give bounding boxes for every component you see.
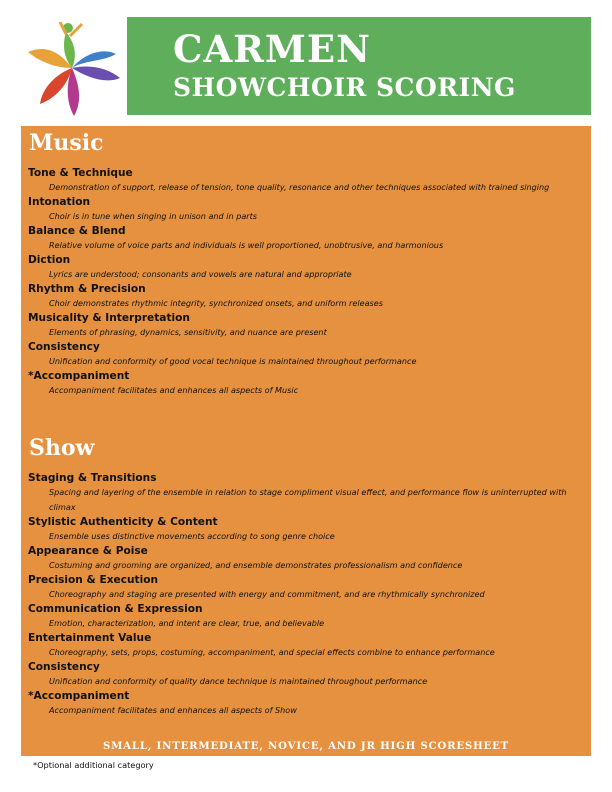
criterion-description: Demonstration of support, release of tension, tone quality, resonance and other techniques associated with trained singing [49, 182, 550, 192]
scoring-panel [21, 126, 591, 756]
criterion-description: Choir demonstrates rhythmic integrity, synchronized onsets, and uniform releases [49, 298, 383, 308]
criterion-description: Relative volume of voice parts and individuals is well proportioned, unobtrusive, and harmonious [49, 240, 444, 250]
criterion-name: Communication & Expression [28, 603, 203, 615]
criterion [28, 631, 581, 660]
criterion [28, 369, 581, 398]
criterion-name: *Accompaniment [28, 690, 130, 702]
criterion [28, 311, 581, 340]
criterion-description: Emotion, characterization, and intent are clear, true, and believable [49, 618, 325, 628]
dancer-logo-icon [22, 18, 122, 118]
title-banner [127, 17, 591, 115]
criterion-description: Choreography and staging are presented with energy and commitment, and are rhythmically synchronized [49, 589, 485, 599]
criterion-name: Intonation [28, 196, 91, 208]
section-title-show: Show [29, 435, 95, 461]
criterion-description: Lyrics are understood; consonants and vowels are natural and appropriate [49, 269, 352, 279]
criterion [28, 166, 581, 195]
music-criteria-list [28, 166, 581, 398]
criterion [28, 660, 581, 689]
footnote: *Optional additional category [33, 760, 154, 770]
criterion-name: Consistency [28, 341, 100, 353]
criterion-description: Unification and conformity of quality dance technique is maintained throughout performance [49, 676, 428, 686]
criterion [28, 253, 581, 282]
criterion [28, 340, 581, 369]
criterion-name: Entertainment Value [28, 632, 152, 644]
criterion-description: Ensemble uses distinctive movements according to song genre choice [49, 531, 335, 541]
criterion [28, 544, 581, 573]
criterion-name: Diction [28, 254, 71, 266]
scoresheet-category-banner: SMALL, INTERMEDIATE, NOVICE, AND JR HIGH SCORESHEET [102, 740, 510, 752]
criterion [28, 573, 581, 602]
criterion-description: Accompaniment facilitates and enhances all aspects of Music [49, 385, 299, 395]
criterion-name: Stylistic Authenticity & Content [28, 516, 218, 528]
criterion [28, 602, 581, 631]
criterion-name: Precision & Execution [28, 574, 159, 586]
criterion [28, 195, 581, 224]
criterion-name: Balance & Blend [28, 225, 126, 237]
criterion-name: *Accompaniment [28, 370, 130, 382]
criterion-name: Tone & Technique [28, 167, 133, 179]
criterion-description: Spacing and layering of the ensemble in relation to stage compliment visual effect, and performance flow is uninterrupted with climax [49, 487, 567, 512]
criterion-description: Elements of phrasing, dynamics, sensitivity, and nuance are present [49, 327, 327, 337]
criterion [28, 471, 581, 515]
criterion-description: Choreography, sets, props, costuming, accompaniment, and special effects combine to enhance performance [49, 647, 495, 657]
criterion [28, 689, 581, 718]
criterion-name: Musicality & Interpretation [28, 312, 190, 324]
criterion-name: Consistency [28, 661, 100, 673]
criterion-description: Costuming and grooming are organized, and ensemble demonstrates professionalism and confidence [49, 560, 463, 570]
criterion [28, 515, 581, 544]
criterion [28, 224, 581, 253]
criterion-description: Choir is in tune when singing in unison and in parts [49, 211, 258, 221]
criterion-name: Appearance & Poise [28, 545, 148, 557]
page-title: CARMEN [173, 27, 371, 71]
criterion-name: Staging & Transitions [28, 472, 157, 484]
criterion-name: Rhythm & Precision [28, 283, 146, 295]
criterion-description: Accompaniment facilitates and enhances all aspects of Show [49, 705, 297, 715]
section-title-music: Music [29, 130, 104, 156]
criterion-description: Unification and conformity of good vocal technique is maintained throughout performance [49, 356, 417, 366]
page-subtitle: SHOWCHOIR SCORING [173, 73, 516, 102]
criterion [28, 282, 581, 311]
show-criteria-list [28, 471, 581, 718]
